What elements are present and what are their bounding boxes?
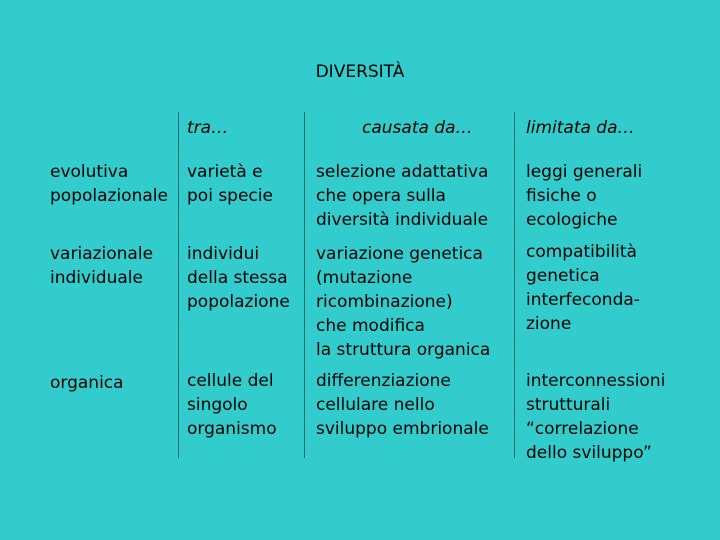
row-variazionale-limited-by: compatibilità genetica interfeconda- zione bbox=[526, 242, 640, 334]
row-evolutiva-between: varietà e poi specie bbox=[187, 162, 273, 206]
header-between: tra… bbox=[187, 118, 229, 138]
header-limited-by: limitata da… bbox=[526, 118, 635, 138]
row-organica-type: organica bbox=[50, 373, 124, 393]
row-variazionale-type: variazionale individuale bbox=[50, 244, 154, 288]
header-caused-by: causata da… bbox=[362, 118, 473, 138]
column-divider bbox=[304, 112, 305, 458]
column-divider bbox=[178, 112, 179, 458]
row-organica-caused-by: differenziazione cellulare nello sviluppo embrionale bbox=[316, 371, 489, 439]
row-variazionale-between: individui della stessa popolazione bbox=[187, 244, 290, 312]
row-evolutiva-caused-by: selezione adattativa che opera sulla diversità individuale bbox=[316, 162, 489, 230]
page-title: DIVERSITÀ bbox=[315, 62, 405, 82]
row-organica-between: cellule del singolo organismo bbox=[187, 371, 277, 439]
row-evolutiva-limited-by: leggi generali fisiche o ecologiche bbox=[526, 162, 643, 230]
row-evolutiva-type: evolutiva popolazionale bbox=[50, 162, 168, 206]
column-divider bbox=[514, 112, 515, 458]
row-organica-limited-by: interconnessioni strutturali “correlazione dello sviluppo” bbox=[526, 371, 666, 463]
row-variazionale-caused-by: variazione genetica (mutazione ricombinazione) che modifica la struttura organica bbox=[316, 244, 491, 360]
